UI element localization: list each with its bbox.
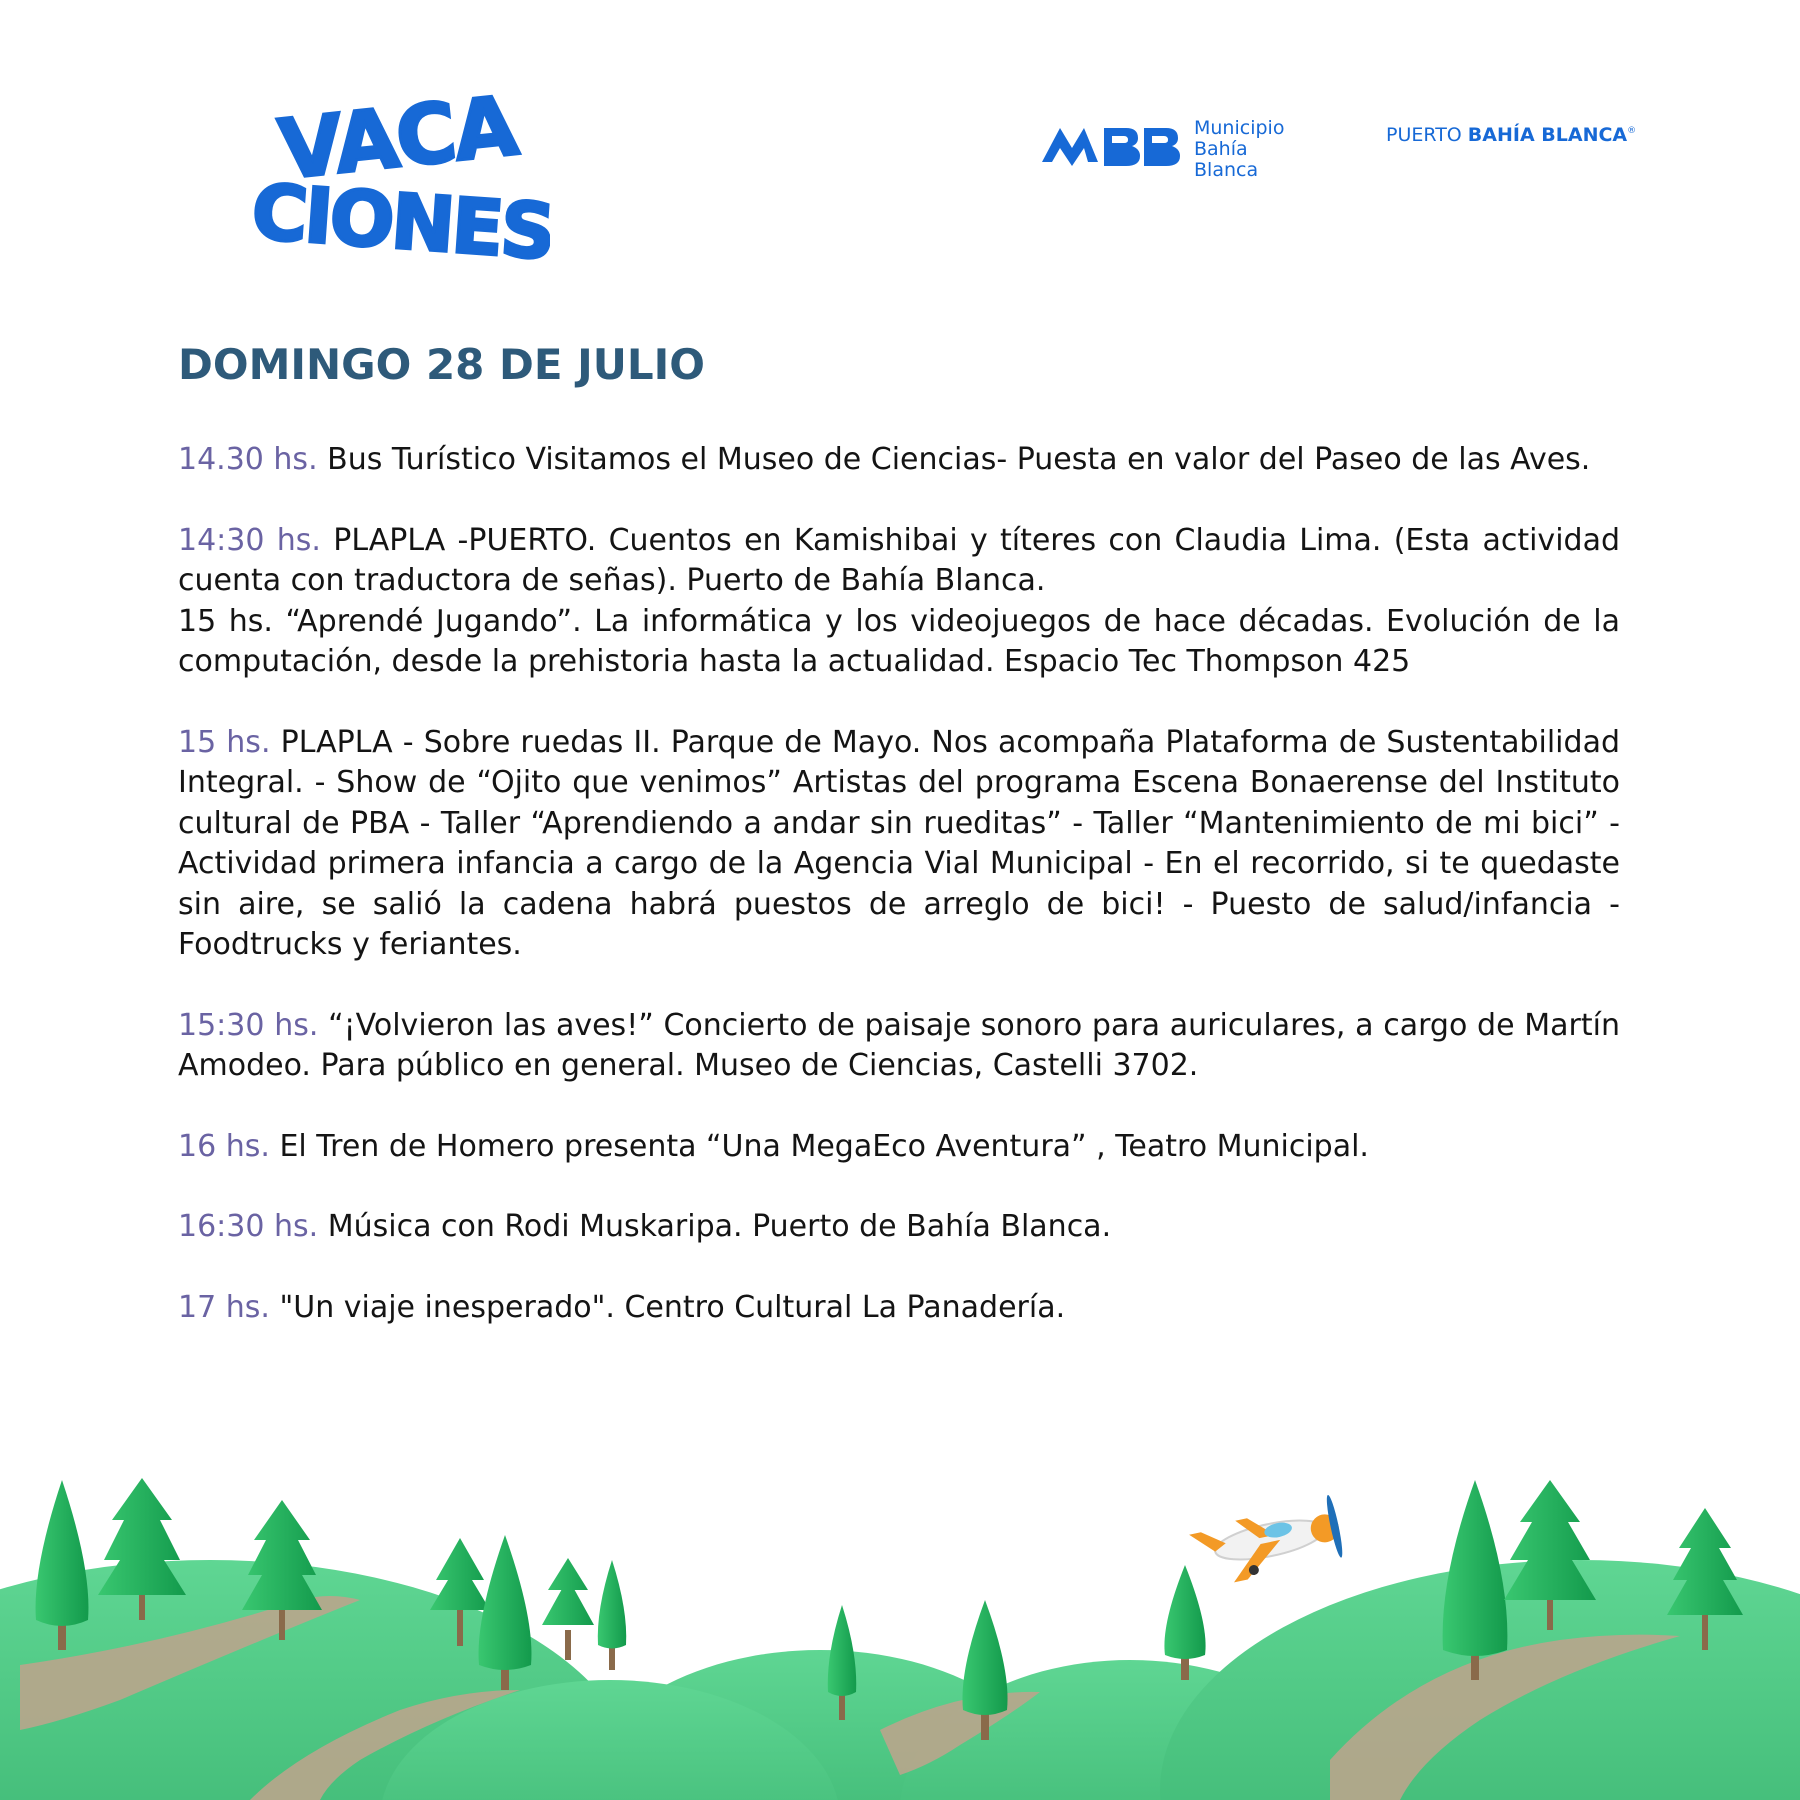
airplane-icon (1187, 1494, 1345, 1589)
agenda-activity: “¡Volvieron las aves!” Concierto de paisaje sonoro para auriculares, a cargo de Martín Amodeo. Para público en general. Museo de Ciencias, Castelli 3702. (178, 1007, 1620, 1083)
puerto-bahia-blanca-logo (1386, 124, 1636, 146)
agenda-entry (178, 1006, 1620, 1087)
agenda-entry (178, 440, 1620, 481)
vacaciones-logo-graphic (250, 88, 550, 268)
municipio-logo-text (1194, 118, 1284, 181)
agenda-time: 16 hs. (178, 1128, 270, 1164)
agenda-activity: PLAPLA - Sobre ruedas II. Parque de Mayo. Nos acompaña Plataforma de Sustentabilidad Integral. - Show de “Ojito que venimos” Artistas del programa Escena Bonaerense del Instituto cultural de PBA - Taller “Aprendiendo a andar sin rueditas” - Taller “Mantenimiento de mi bici” - Actividad primera infancia a cargo de la Agencia Vial Municipal - En el recorrido, si te quedaste sin aire, se salió la cadena habrá puestos de arreglo de bici! - Puesto de salud/infancia - Foodtrucks y feriantes. (178, 724, 1620, 962)
puerto-logo-mark: ® (1627, 126, 1637, 136)
agenda-activity: El Tren de Homero presenta “Una MegaEco Aventura” , Teatro Municipal. (279, 1128, 1369, 1164)
agenda-entry (178, 1207, 1620, 1248)
agenda-list (178, 440, 1620, 1368)
agenda-activity: 15 hs. “Aprendé Jugando”. La informática y los videojuegos de hace décadas. Evolución de la computación, desde la prehistoria hasta la actualidad. Espacio Tec Thompson 425 (178, 603, 1620, 679)
agenda-activity: Música con Rodi Muskaripa. Puerto de Bahía Blanca. (327, 1209, 1112, 1244)
agenda-time: 16:30 hs. (178, 1209, 319, 1244)
agenda-entry (178, 602, 1620, 683)
agenda-time: 15 hs. (178, 724, 271, 760)
agenda-time: 17 hs. (178, 1289, 270, 1325)
municipio-logo (1040, 118, 1300, 188)
agenda-entry (178, 521, 1620, 602)
day-title: DOMINGO 28 DE JULIO (178, 340, 706, 389)
mbb-monogram-icon (1040, 122, 1180, 172)
puerto-logo-name: BAHÍA BLANCA (1467, 124, 1628, 146)
puerto-logo-prefix: PUERTO (1386, 124, 1462, 146)
agenda-entry (178, 1288, 1620, 1329)
tree (1443, 1480, 1508, 1680)
vacaciones-logo-line-2: CIONES (250, 166, 550, 268)
agenda-entry (178, 1127, 1620, 1168)
municipio-logo-line: Blanca (1194, 159, 1259, 181)
agenda-time: 15:30 hs. (178, 1007, 319, 1043)
vacaciones-logo-line-1: VACA (274, 88, 521, 199)
tree (542, 1558, 594, 1660)
agenda-entry (178, 723, 1620, 966)
agenda-activity: Bus Turístico Visitamos el Museo de Ciencias- Puesta en valor del Paseo de las Aves. (327, 442, 1591, 477)
municipio-logo-line: Bahía (1194, 138, 1248, 160)
tree (598, 1560, 626, 1670)
municipio-logo-line: Municipio (1194, 117, 1285, 139)
tree (479, 1535, 532, 1690)
vacaciones-logo (250, 88, 550, 268)
agenda-time: 14:30 hs. (178, 522, 321, 558)
agenda-activity: "Un viaje inesperado". Centro Cultural La Panadería. (279, 1289, 1066, 1325)
landscape-graphic (0, 1460, 1800, 1800)
agenda-activity: PLAPLA -PUERTO. Cuentos en Kamishibai y títeres con Claudia Lima. (Esta actividad cuenta con traductora de señas). Puerto de Bahía Blanca. (178, 522, 1620, 598)
landscape-illustration (0, 1460, 1800, 1800)
agenda-time: 14.30 hs. (178, 442, 318, 477)
